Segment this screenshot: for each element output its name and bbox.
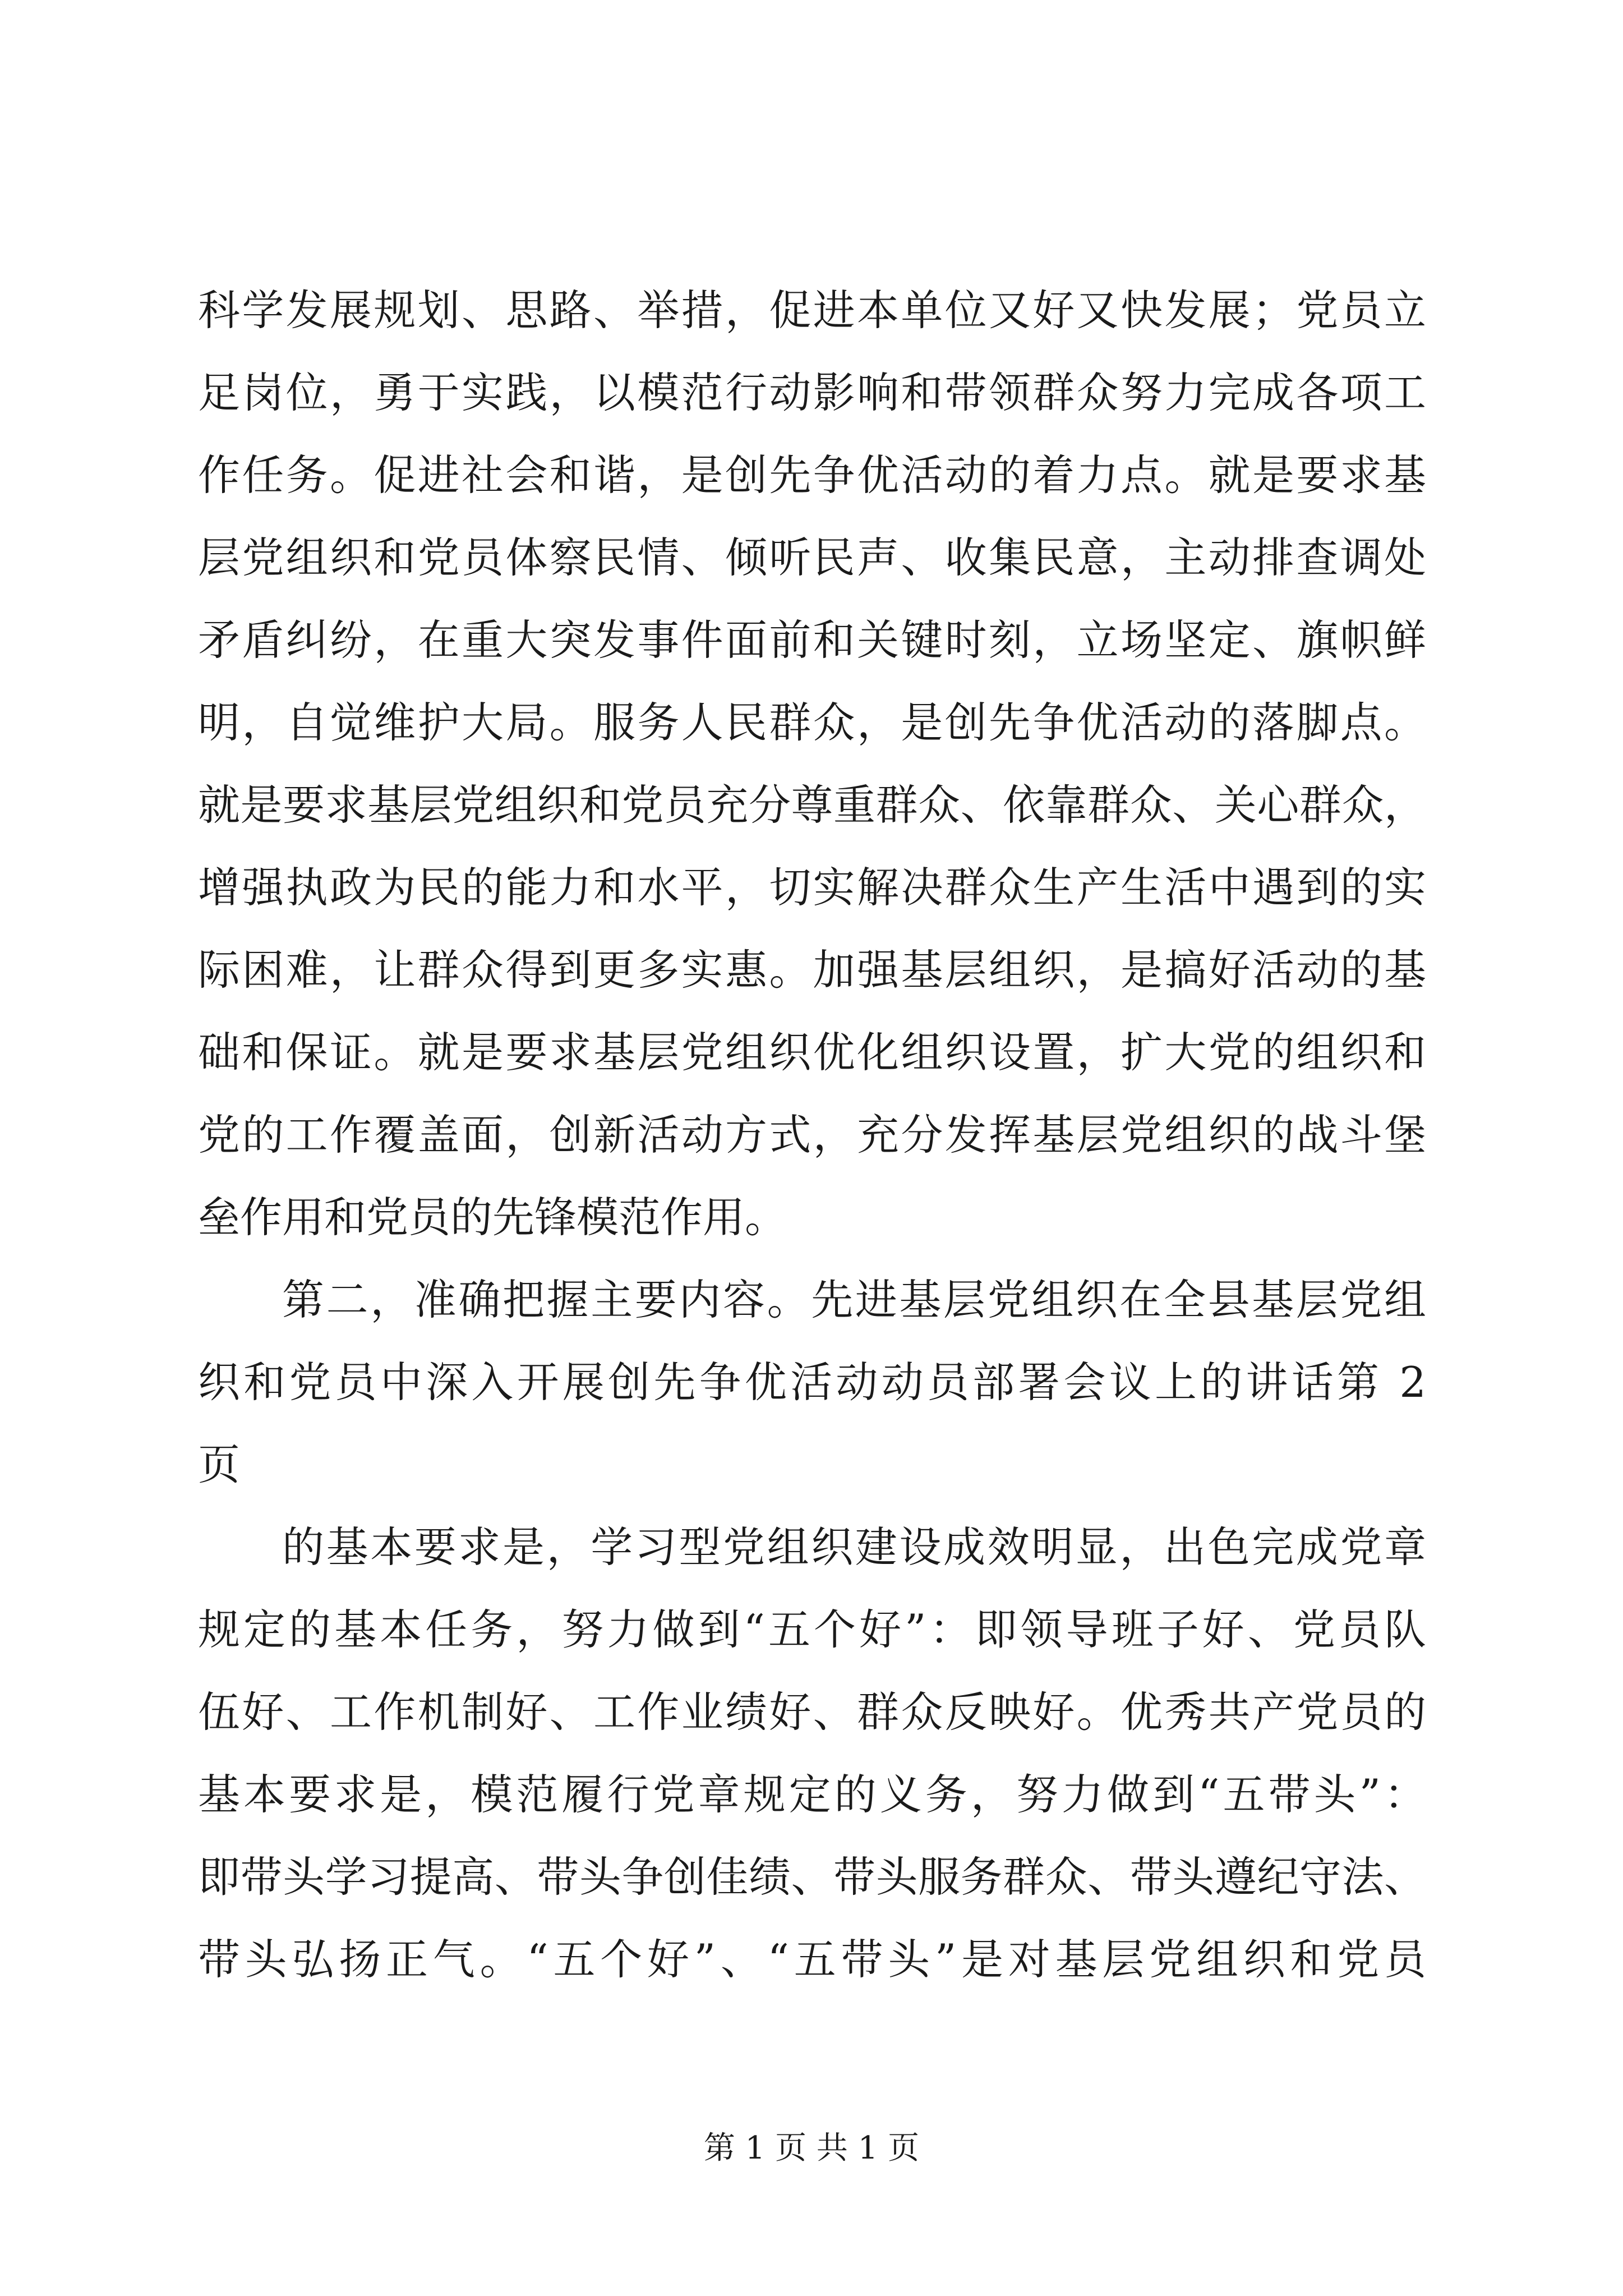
text-line: 明，自觉维护大局。服务人民群众，是创先争优活动的落脚点。 [198,698,1426,747]
text-line: 足岗位，勇于实践，以模范行动影响和带领群众努力完成各项工 [198,368,1426,417]
text-line: 第二，准确把握主要内容。先进基层党组织在全县基层党组 [282,1275,1426,1324]
text-line: 的基本要求是，学习型党组织建设成效明显，出色完成党章 [282,1522,1426,1572]
text-line: 织和党员中深入开展创先争优活动动员部署会议上的讲话第 2 [198,1358,1426,1407]
text-line: 增强执政为民的能力和水平，切实解决群众生产生活中遇到的实 [198,863,1426,912]
text-line: 础和保证。就是要求基层党组织优化组织设置，扩大党的组织和 [198,1028,1426,1077]
body-text [198,269,1426,2001]
text-line: 层党组织和党员体察民情、倾听民声、收集民意，主动排查调处 [198,533,1426,582]
text-line: 页 [198,1440,241,1489]
text-line: 际困难，让群众得到更多实惠。加强基层组织，是搞好活动的基 [198,945,1426,995]
text-line: 党的工作覆盖面，创新活动方式，充分发挥基层党组织的战斗堡 [198,1110,1426,1159]
text-line: 即带头学习提高、带头争创佳绩、带头服务群众、带头遵纪守法、 [198,1852,1426,1902]
text-line: 科学发展规划、思路、举措，促进本单位又好又快发展；党员立 [198,286,1426,335]
text-line: 基本要求是，模范履行党章规定的义务，努力做到“五带头”： [198,1770,1426,1819]
text-line: 垒作用和党员的先锋模范作用。 [198,1193,787,1242]
text-line: 作任务。促进社会和谐，是创先争优活动的着力点。就是要求基 [198,450,1426,500]
text-line: 规定的基本任务，努力做到“五个好”：即领导班子好、党员队 [198,1605,1426,1654]
text-line: 就是要求基层党组织和党员充分尊重群众、依靠群众、关心群众， [198,780,1426,830]
page-footer: 第 1 页 共 1 页 [703,2130,920,2166]
text-line: 矛盾纠纷，在重大突发事件面前和关键时刻，立场坚定、旗帜鲜 [198,615,1426,665]
text-line: 带头弘扬正气。“五个好”、“五带头”是对基层党组织和党员 [198,1935,1426,1984]
text-line: 伍好、工作机制好、工作业绩好、群众反映好。优秀共产党员的 [198,1687,1426,1737]
